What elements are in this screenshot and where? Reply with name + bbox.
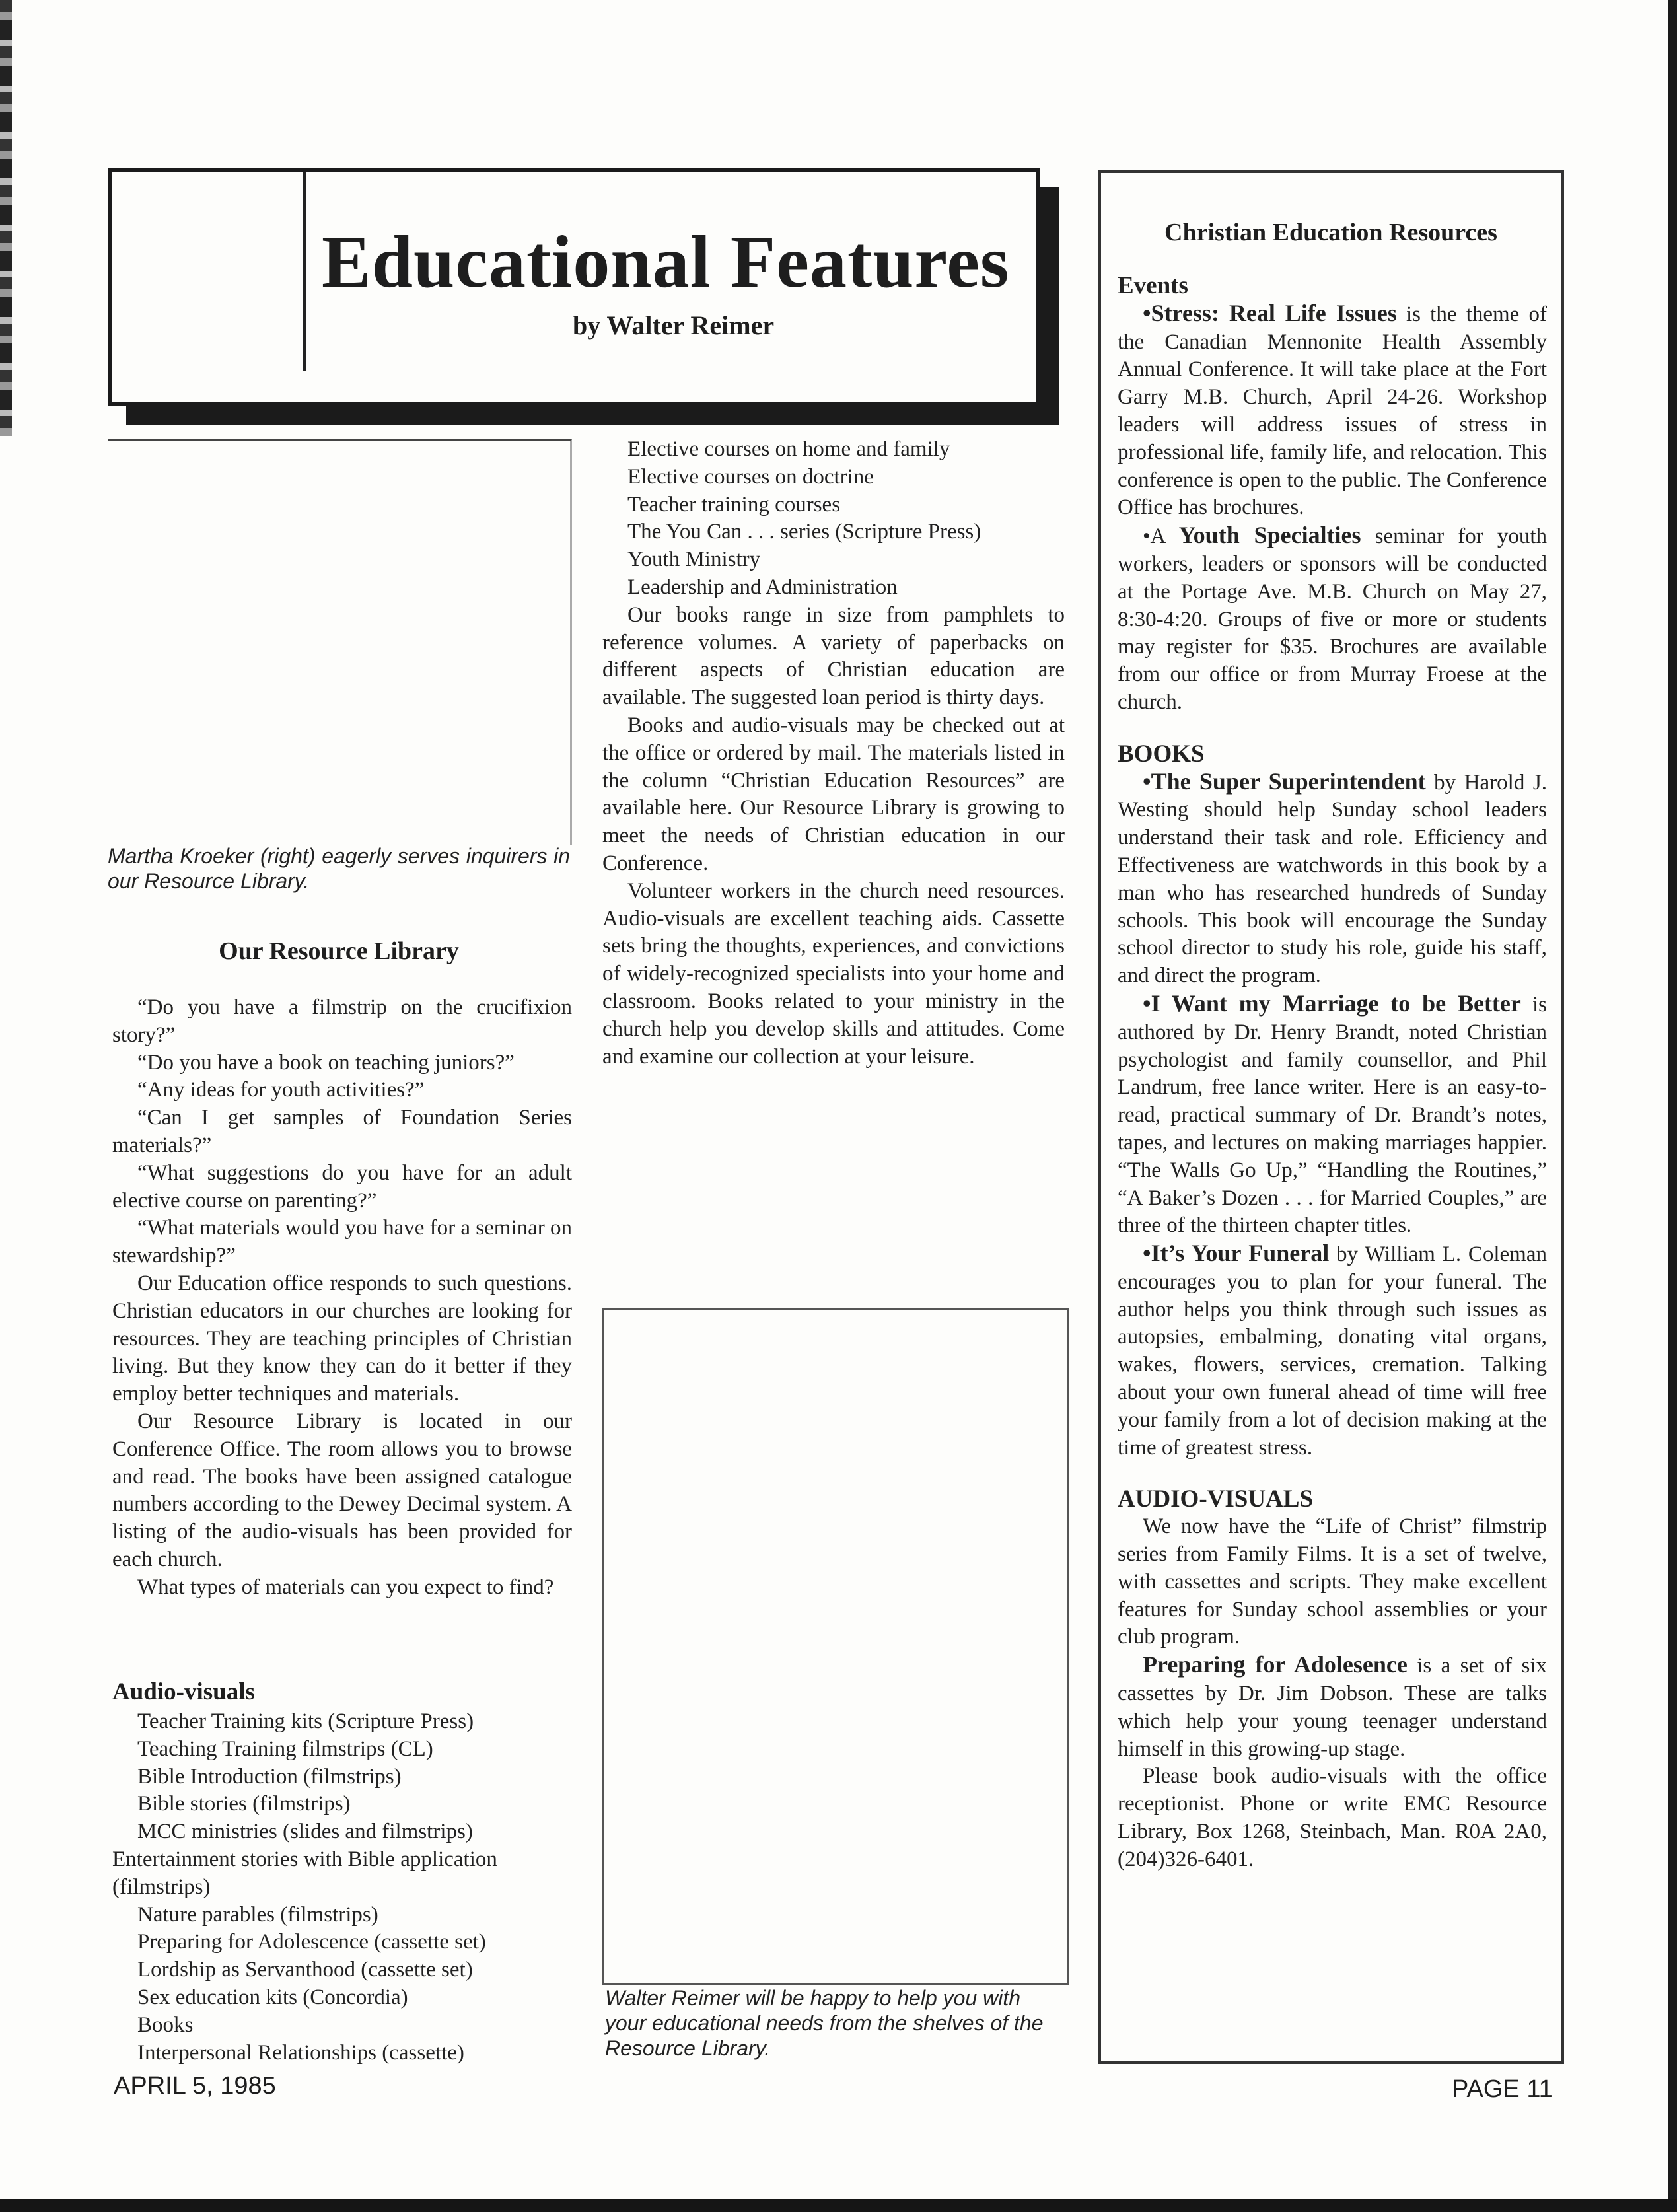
book-text: is authored by Dr. Henry Brandt, noted Christian psychologist and family counsellor, and Phil Landrum, free lance writer. Here is an easy-to-read, practical summary of Dr. Brandt’s notes, tapes, and lectures on making marriages happier. “The Walls Go Up,” “Handling the Routines,” “A Baker’s Dozen . . . for Married Couples,” are three of the thirteen chapter titles. bbox=[1118, 992, 1547, 1238]
book-text: by William L. Coleman encourages you to plan for your funeral. The author helps you think through such issues as autopsies, embalming, donating vital organs, wakes, flowers, services, cremation. Talking about your own funeral ahead of time will free your family from a lot of decision making at the time of greatest stress. bbox=[1118, 1242, 1547, 1460]
audio-visuals-heading: AUDIO-VISUALS bbox=[1118, 1485, 1314, 1513]
paragraph: Our Resource Library is located in our Conference Office. The room allows you to browse and read. The books have been assigned catalogue numbers according to the Dewey Decimal system. A listing of the audio-visuals has been provided for each church. bbox=[112, 1409, 572, 1571]
list-item: The You Can . . . series (Scripture Press) bbox=[627, 520, 981, 544]
footer-date: APRIL 5, 1985 bbox=[114, 2072, 276, 2100]
header-photo bbox=[112, 172, 306, 371]
list-item: MCC ministries (slides and filmstrips) bbox=[137, 1820, 473, 1844]
paragraph: Books and audio-visuals may be checked out at the office or ordered by mail. The materials listed in the column “Christian Education Resources” are available here. Our Resource Library is growing to meet the needs of Christian education in our Conference. bbox=[602, 713, 1065, 875]
paragraph: “Any ideas for youth activities?” bbox=[137, 1078, 425, 1102]
paragraph: “What suggestions do you have for an adult elective course on parenting?” bbox=[112, 1160, 572, 1213]
event-text: seminar for youth workers, leaders or sponsors will be conducted at the Portage Ave. M.B. Church on May 27, 8:30-4:20. Groups of five or more or students may register for $35. Brochures are available from our office or from Murray Froese at the church. bbox=[1118, 524, 1547, 714]
paragraph: Our books range in size from pamphlets to reference volumes. A variety of paperbacks on different aspects of Christian education are available. The suggested loan period is thirty days. bbox=[602, 602, 1065, 710]
event-item bbox=[1118, 300, 1547, 522]
list-item: Teacher training courses bbox=[627, 492, 841, 517]
paragraph: “Do you have a filmstrip on the crucifixion story?” bbox=[112, 995, 572, 1047]
paragraph: Volunteer workers in the church need resources. Audio-visuals are excellent teaching aids. Cassette sets bring the thoughts, experiences, and convictions of widely-recognized specialists into your home and classroom. Books related to your ministry in the church help you develop skills and attitudes. Come and examine our collection at your leisure. bbox=[602, 878, 1065, 1069]
book-item bbox=[1118, 768, 1547, 990]
photo-walter-reimer bbox=[602, 1308, 1069, 1985]
event-text: is the theme of the Canadian Mennonite Health Assembly Annual Conference. It will take place at the Fort Garry M.B. Church, April 24-26. Workshop leaders will address issues of stress in professional life, family life, and relocation. This conference is open to the public. The Conference Office has brochures. bbox=[1118, 302, 1547, 520]
event-title: •Stress: Real Life Issues bbox=[1143, 299, 1397, 326]
list-item: Interpersonal Relationships (cassette) bbox=[137, 2040, 464, 2065]
sidebar-title: Christian Education Resources bbox=[1164, 219, 1497, 246]
book-title: •The Super Superintendent bbox=[1143, 767, 1426, 795]
list-item: Teaching Training filmstrips (CL) bbox=[137, 1736, 433, 1761]
book-title: •I Want my Marriage to be Better bbox=[1143, 989, 1521, 1017]
event-title: Youth Specialties bbox=[1178, 522, 1361, 549]
paragraph: “Do you have a book on teaching juniors?” bbox=[137, 1050, 515, 1075]
scan-edge-left bbox=[0, 0, 12, 436]
list-item: Elective courses on home and family bbox=[627, 437, 950, 461]
page-number: PAGE 11 bbox=[1452, 2075, 1553, 2103]
event-prefix: •A bbox=[1143, 524, 1179, 549]
book-text: by Harold J. Westing should help Sunday school leaders understand their task and role. Efficiency and Effectiveness are watchwords in this book by a man who has researched hundreds of Sunday schools. This book will encourage the Sunday school director to study his role, guide his staff, and direct the program. bbox=[1118, 770, 1547, 988]
photo-caption: Walter Reimer will be happy to help you with your educational needs from the shelves of the Resource Library. bbox=[605, 1986, 1044, 2060]
av-item: Please book audio-visuals with the office receptionist. Phone or write EMC Resource Library, Box 1268, Steinbach, Man. R0A 2A0, (204)326-6401. bbox=[1118, 1764, 1547, 1871]
books-heading: BOOKS bbox=[1118, 740, 1205, 767]
av-title: Preparing for Adolesence bbox=[1143, 1651, 1408, 1678]
book-item bbox=[1118, 990, 1547, 1240]
list-item: Teacher Training kits (Scripture Press) bbox=[137, 1709, 474, 1733]
list-item: Bible Introduction (filmstrips) bbox=[137, 1764, 402, 1789]
list-item: Preparing for Adolescence (cassette set) bbox=[137, 1930, 486, 1954]
header-box bbox=[108, 168, 1040, 406]
article-column-2 bbox=[602, 436, 1065, 1071]
list-item: Leadership and Administration bbox=[627, 575, 898, 599]
paragraph: What types of materials can you expect to find? bbox=[137, 1575, 554, 1599]
list-item: Entertainment stories with Bible application (filmstrips) bbox=[112, 1847, 497, 1899]
list-item: Elective courses on doctrine bbox=[627, 464, 874, 489]
photo-caption: Martha Kroeker (right) eagerly serves inquirers in our Resource Library. bbox=[108, 844, 570, 893]
sidebar-box bbox=[1098, 170, 1564, 2064]
scan-edge-right bbox=[1668, 0, 1677, 2212]
list-item: Youth Ministry bbox=[627, 548, 761, 572]
paragraph: “Can I get samples of Foundation Series materials?” bbox=[112, 1106, 572, 1157]
av-item: We now have the “Life of Christ” filmstrip series from Family Films. It is a set of twelve, with cassettes and scripts. They make excellent features for Sunday school assemblies or your club program. bbox=[1118, 1515, 1547, 1649]
article-column-1 bbox=[112, 994, 572, 1602]
scan-edge-bottom bbox=[0, 2199, 1677, 2212]
av-item bbox=[1118, 1651, 1547, 1763]
byline: by Walter Reimer bbox=[573, 310, 775, 340]
sidebar-content bbox=[1118, 272, 1547, 1874]
event-item bbox=[1118, 522, 1547, 717]
list-item: Lordship as Servanthood (cassette set) bbox=[137, 1958, 473, 1982]
book-title: •It’s Your Funeral bbox=[1143, 1240, 1330, 1267]
list-item: Bible stories (filmstrips) bbox=[137, 1792, 351, 1816]
paragraph: “What materials would you have for a seminar on stewardship?” bbox=[112, 1216, 572, 1268]
list-item: Books bbox=[137, 2013, 194, 2037]
photo-resource-library bbox=[108, 439, 572, 845]
subheading-audio-visuals: Audio-visuals bbox=[112, 1678, 255, 1705]
audio-visuals-list bbox=[112, 1708, 572, 2067]
list-item: Nature parables (filmstrips) bbox=[137, 1902, 378, 1927]
av-text: is a set of six cassettes by Dr. Jim Dobson. These are talks which help your young teenager understand himself in this growing-up stage. bbox=[1118, 1654, 1547, 1761]
page-title: Educational Features bbox=[322, 221, 1010, 303]
events-heading: Events bbox=[1118, 272, 1188, 299]
section-heading: Our Resource Library bbox=[219, 937, 459, 965]
paragraph: Our Education office responds to such questions. Christian educators in our churches are looking for resources. They are teaching principles of Christian living. But they know they can do it better if they employ better techniques and materials. bbox=[112, 1271, 572, 1406]
list-item: Sex education kits (Concordia) bbox=[137, 1985, 408, 2009]
book-item bbox=[1118, 1240, 1547, 1462]
